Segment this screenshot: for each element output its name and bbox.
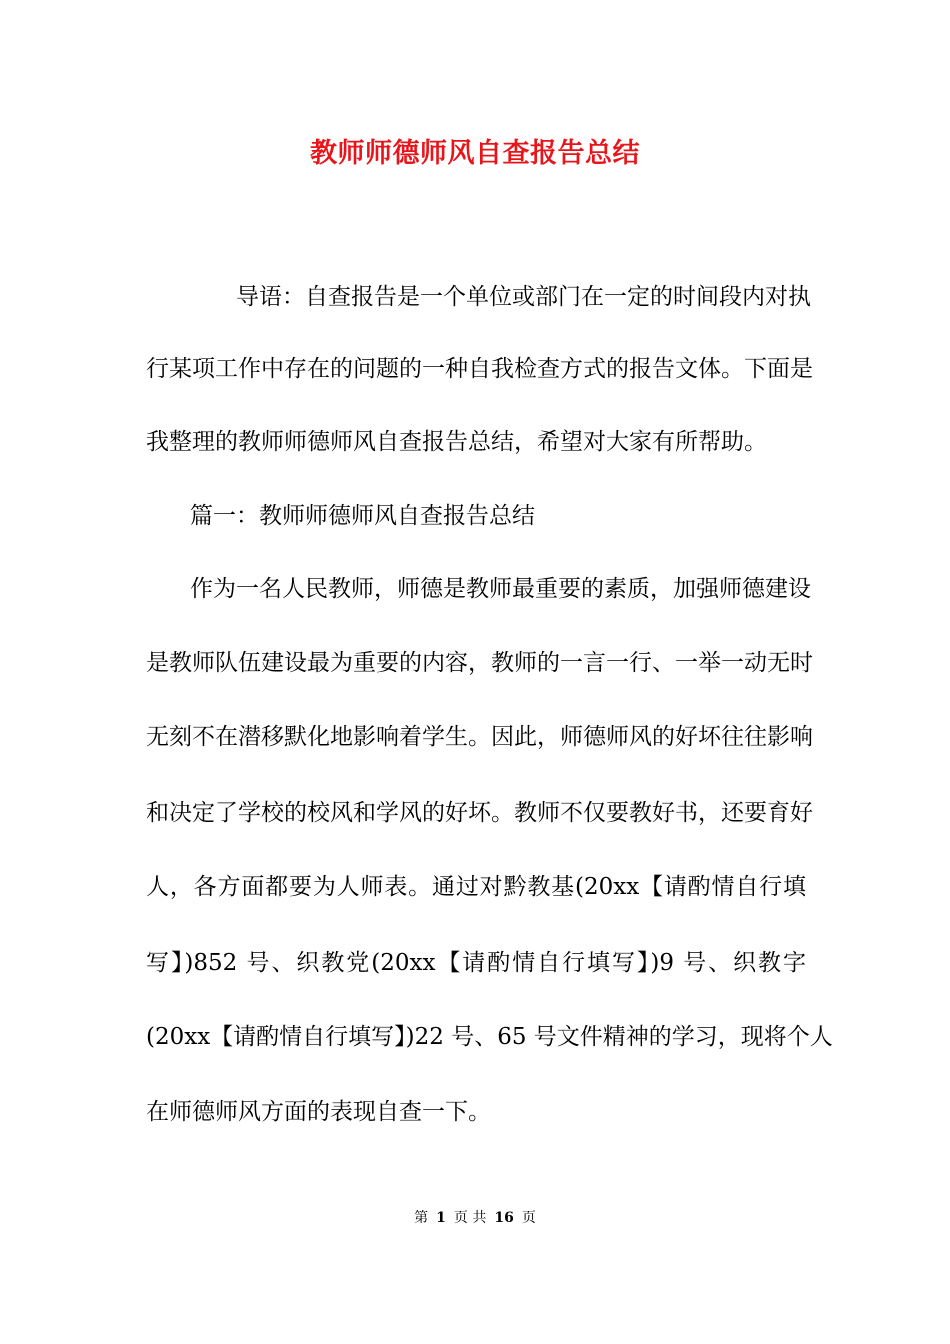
body-line-2: 是教师队伍建设最为重要的内容，教师的一言一行、一举一动无时	[146, 650, 813, 676]
page-number-footer	[0, 1208, 950, 1228]
body-line-3: 无刻不在潜移默化地影响着学生。因此，师德师风的好坏往往影响	[146, 724, 813, 750]
body-line-8: 在师德师风方面的表现自查一下。	[146, 1099, 491, 1125]
intro-line-3: 我整理的教师师德师风自查报告总结，希望对大家有所帮助。	[146, 429, 767, 455]
footer-suffix: 页	[521, 1210, 536, 1226]
footer-mid: 页 共	[453, 1210, 487, 1226]
body-line-1: 作为一名人民教师，师德是教师最重要的素质，加强师德建设	[190, 576, 811, 602]
document-title: 教师师德师风自查报告总结	[310, 138, 640, 169]
body-line-5: 人，各方面都要为人师表。通过对黔教基(20xx【请酌情自行填	[146, 874, 806, 900]
body-line-6: 写】)852 号、织教党(20xx【请酌情自行填写】)9 号、织教字	[146, 950, 806, 976]
footer-total-pages: 16	[494, 1210, 514, 1226]
body-line-4: 和决定了学校的校风和学风的好坏。教师不仅要教好书，还要育好	[146, 800, 813, 826]
footer-prefix: 第	[414, 1210, 429, 1226]
intro-line-1: 导语：自查报告是一个单位或部门在一定的时间段内对执	[236, 284, 811, 310]
intro-line-2: 行某项工作中存在的问题的一种自我检查方式的报告文体。下面是	[146, 356, 813, 382]
footer-current-page: 1	[436, 1210, 446, 1226]
section-heading: 篇一：教师师德师风自查报告总结	[190, 503, 535, 529]
body-line-7: (20xx【请酌情自行填写】)22 号、65 号文件精神的学习，现将个人	[146, 1024, 833, 1050]
